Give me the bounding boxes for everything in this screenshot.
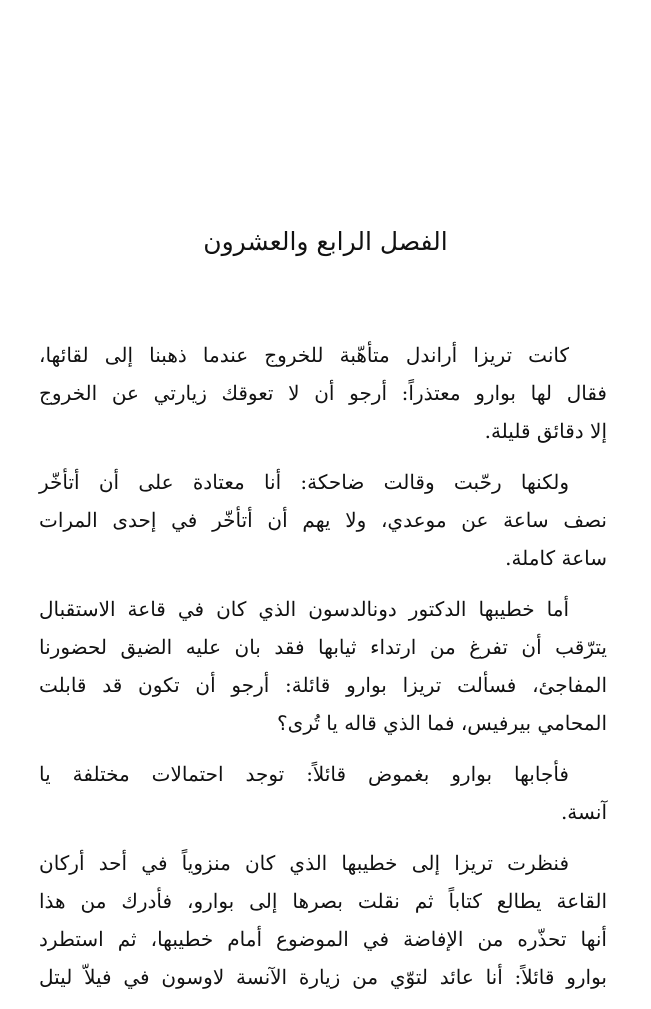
text-line: أما خطيبها الدكتور دونالدسون الذي كان في قاعة الاستقبال — [39, 597, 569, 621]
paragraph-4 — [39, 755, 607, 831]
paragraph-1 — [39, 336, 607, 450]
paragraph-2 — [39, 463, 607, 577]
text-line: بوارو قائلاً: أنا عائد لتوّي من زيارة الآنسة لاوسون في فيلاّ ليتل — [39, 965, 607, 989]
text-line: كانت تريزا أراندل متأهّبة للخروج عندما ذهبنا إلى لقائها، — [39, 343, 569, 367]
chapter-title: الفصل الرابع والعشرون — [203, 227, 448, 256]
text-line: المحامي بيرفيس، فما الذي قاله يا تُرى؟ — [277, 711, 607, 735]
text-line: يترّقب أن تفرغ من ارتداء ثيابها فقد بان عليه الضيق لحضورنا — [39, 635, 607, 659]
paragraph-5 — [39, 844, 607, 996]
text-line: نصف ساعة عن موعدي، ولا يهم أن أتأخّر في إحدى المرات — [39, 508, 607, 532]
text-line: آنسة. — [560, 800, 607, 824]
text-line: فقال لها بوارو معتذراً: أرجو أن لا تعوقك زيارتي عن الخروج — [39, 381, 607, 405]
text-line: ولكنها رحّبت وقالت ضاحكة: أنا معتادة على أن أتأخّر — [39, 470, 569, 494]
text-line: إلا دقائق قليلة. — [484, 419, 607, 443]
body-text — [39, 336, 607, 1009]
text-line: فنظرت تريزا إلى خطيبها الذي كان منزوياً في أحد أركان — [39, 851, 569, 875]
text-line: فأجابها بوارو بغموض قائلاً: توجد احتمالات مختلفة يا — [39, 762, 569, 786]
paragraph-3 — [39, 590, 607, 742]
text-line: القاعة يطالع كتاباً ثم نقلت بصرها إلى بوارو، فأدرك من هذا — [39, 889, 607, 913]
text-line: المفاجئ، فسألت تريزا بوارو قائلة: أرجو أن تكون قد قابلت — [39, 673, 607, 697]
text-line: ساعة كاملة. — [505, 546, 607, 570]
text-line: أنها تحذّره من الإفاضة في الموضوع أمام خطيبها، ثم استطرد — [39, 927, 607, 951]
